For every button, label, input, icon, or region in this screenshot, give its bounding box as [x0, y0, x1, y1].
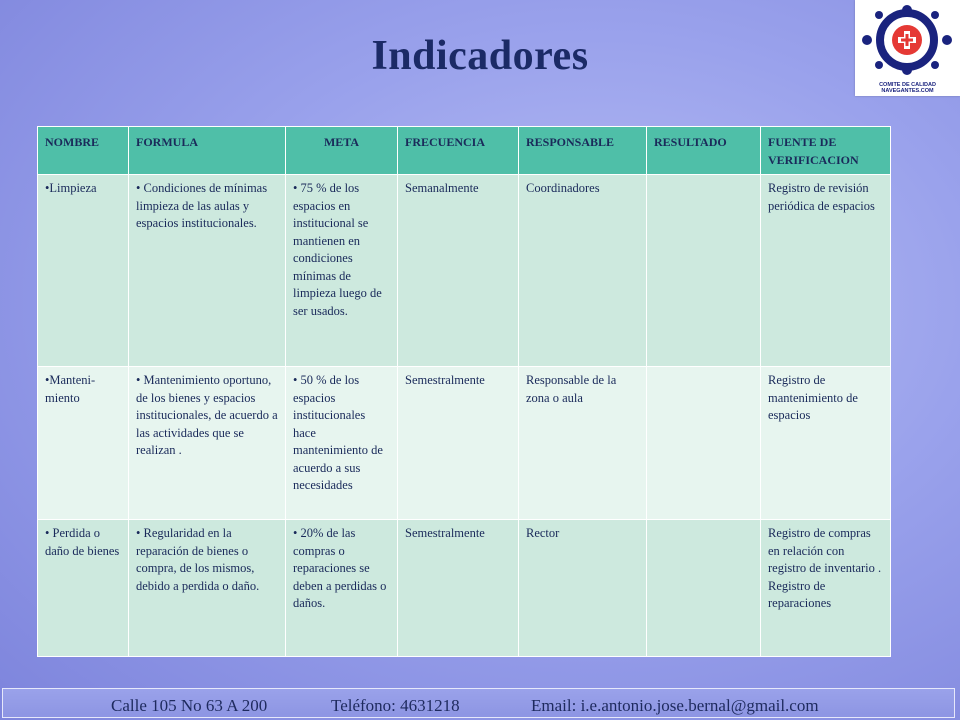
cell-meta: • 50 % de los espacios institucionales hace mantenimiento de acuerdo a sus necesidades [286, 367, 398, 520]
ship-wheel-icon [855, 0, 960, 80]
cell-meta: • 20% de las compras o reparaciones se deben a perdidas o daños. [286, 520, 398, 657]
logo [855, 0, 960, 96]
header-responsable: RESPONSABLE [519, 127, 647, 175]
table-row [38, 520, 891, 657]
cell-frecuencia: Semestralmente [398, 367, 519, 520]
cell-responsable: Rector [519, 520, 647, 657]
table-row [38, 367, 891, 520]
header-frecuencia: FRECUENCIA [398, 127, 519, 175]
header-meta: META [286, 127, 398, 175]
cell-formula: • Condiciones de mínimas limpieza de las aulas y espacios institucionales. [129, 175, 286, 367]
cell-responsable: Coordinadores [519, 175, 647, 367]
logo-text-line1: COMITE DE CALIDAD [879, 82, 936, 88]
logo-text-line2: NAVEGANTES.COM [881, 88, 934, 94]
cell-nombre: •Limpieza [38, 175, 129, 367]
header-resultado: RESULTADO [647, 127, 761, 175]
cell-frecuencia: Semestralmente [398, 520, 519, 657]
cell-frecuencia: Semanalmente [398, 175, 519, 367]
cell-resultado [647, 367, 761, 520]
footer-phone: Teléfono: 4631218 [331, 696, 460, 715]
header-fuente: FUENTE DE VERIFICACION [761, 127, 891, 175]
header-formula: FORMULA [129, 127, 286, 175]
cell-nombre: •Manteni- miento [38, 367, 129, 520]
page-title: Indicadores [371, 33, 589, 79]
cell-fuente: Registro de compras en relación con registro de inventario . Registro de reparaciones [761, 520, 891, 657]
footer-email: Email: i.e.antonio.jose.bernal@gmail.com [531, 696, 819, 715]
cell-responsable: Responsable de la zona o aula [519, 367, 647, 520]
table-header-row [38, 127, 891, 175]
cell-resultado [647, 520, 761, 657]
cell-formula: • Regularidad en la reparación de bienes o compra, de los mismos, debido a perdida o daño. [129, 520, 286, 657]
header-nombre: NOMBRE [38, 127, 129, 175]
table-row [38, 175, 891, 367]
cell-fuente: Registro de revisión periódica de espacios [761, 175, 891, 367]
cell-nombre: • Perdida o daño de bienes [38, 520, 129, 657]
footer-bar [2, 688, 955, 718]
indicators-table [37, 126, 891, 657]
cell-formula: • Mantenimiento oportuno, de los bienes y espacios institucionales, de acuerdo a las actividades que se realizan . [129, 367, 286, 520]
cell-fuente: Registro de mantenimiento de espacios [761, 367, 891, 520]
cell-meta: • 75 % de los espacios en institucional se mantienen en condiciones mínimas de limpieza luego de ser usados. [286, 175, 398, 367]
footer-address: Calle 105 No 63 A 200 [111, 696, 268, 715]
cell-resultado [647, 175, 761, 367]
